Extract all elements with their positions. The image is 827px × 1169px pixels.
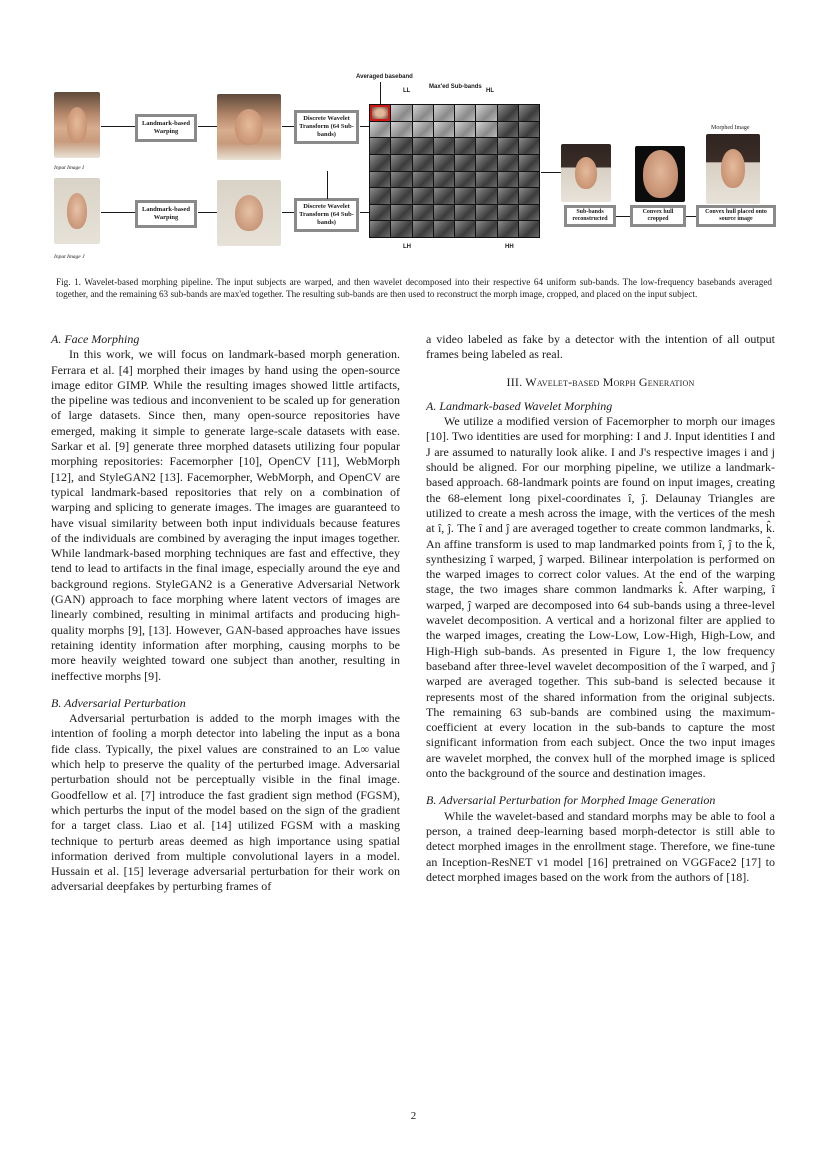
morphed-image-label: Morphed Image [711, 125, 750, 131]
warping-box-1: Landmark-based Warping [135, 114, 197, 142]
warping-box-2: Landmark-based Warping [135, 200, 197, 228]
connector [686, 216, 696, 217]
paragraph-landmark-wavelet: We utilize a modified version of Facemorpher to morph our images [10]. Two identities are used for morphing: I and J. Input identities I and J are assumed to naturally look alike. I and J's respective images i and j should be aligned. For our morphing pipeline, we utilize a landmark-based approach. 68-landmark points are found on input images, creating the 68-element long pixel-coordinates î, ĵ. Delaunay Triangles are utilized to create a mesh across the image, with the vertices of the mesh at î, ĵ. The î and ĵ are averaged together to create common landmarks, k̂. An affine transform is used to map landmarked points from î, ĵ to the k̂, synthesizing î warped, ĵ warped. Bilinear interpolation is performed on the warped images to correct color values. At the end of the warping stage, the two images share common landmarks k̂. After warping, î warped, ĵ warped are decomposed into 64 sub-bands using a three-level wavelet decomposition. A vertical and a horizonal filter are applied to the warped images, creating the Low-Low, Low-High, High-Low, and High-High sub-bands. As presented in Figure 1, the low frequency baseband after three-level wavelet decomposition of the î warped, and ĵ warped are averaged together. This sub-band is selected because it represents most of the shared information from the original subjects. The remaining 63 sub-bands are combined using the maximum-coefficient at every location in the sub-bands to capture the most significant information from each subject. Once the two input images are wavelet morphed, the convex hull of the morphed image is spliced onto the background of the source and destination images. [426, 414, 775, 781]
subband-cell [476, 205, 496, 221]
subband-cell [391, 172, 411, 188]
section-heading-landmark-wavelet: A. Landmark-based Wavelet Morphing [426, 398, 613, 413]
subband-cell [498, 155, 518, 171]
lh-label: LH [403, 244, 411, 250]
reconstructed-image [561, 144, 611, 202]
subband-cell [434, 138, 454, 154]
subband-cell [476, 122, 496, 138]
section-title-wavelet-morph: III. Wavelet-based Morph Generation [506, 374, 695, 389]
connector [282, 126, 294, 127]
subband-cell [498, 221, 518, 237]
right-column [426, 332, 775, 885]
subband-cell [455, 105, 475, 121]
subband-cell [455, 172, 475, 188]
subband-cell [498, 105, 518, 121]
subband-cell [413, 122, 433, 138]
subband-cell [519, 172, 539, 188]
connector [541, 172, 561, 173]
subband-cell [455, 188, 475, 204]
subband-grid [369, 104, 540, 238]
ll-label: LL [403, 88, 411, 94]
subband-cell [370, 188, 390, 204]
subband-cell [476, 155, 496, 171]
subband-cell [498, 188, 518, 204]
subband-cell [370, 105, 390, 121]
subband-cell [370, 205, 390, 221]
subband-cell [455, 221, 475, 237]
paragraph-face-morphing: In this work, we will focus on landmark-based morph generation. Ferrara et al. [4] morphed their images by hand using the open-source image editor GIMP. While the resulting images showed little artifacts, the pipeline was tedious and inconvenient to be scaled up for generation of large datasets. Since then, many open-source repositories have emerged, making it simple to generate large-scale datasets with ease. Sarkar et al. [9] generate three morphed datasets utilizing four popular morphing repositories: Facemorpher [10], OpenCV [11], WebMorph [12], and StyleGAN2 [13]. Facemorpher, WebMorph, and OpenCV are typical landmark-based repositories that rely on a combination of warping and splicing to generate images. The images are guaranteed to have visual similarity between both input individuals because features of the individuals are combined by averaging the input images together. While landmark-based morphing techniques are fast and effective, they tend to lead to artifacts in the final image, especially around the eye and background regions. StyleGAN2 is a Generative Adversarial Network (GAN) approach to face morphing where latent vectors of images are linearly combined, resulting in minimal artifacts and producing high-quality morphs [9], [13]. However, GAN-based approaches have issues retaining identity information after morphing, causing morphs to be more heavily weighted toward one subject than another, resulting in ineffective morphs [9]. [51, 347, 400, 683]
subband-cell [391, 188, 411, 204]
connector [101, 212, 135, 213]
subband-cell [455, 155, 475, 171]
subbands-reconstructed-box: Sub-bands reconstructed [564, 205, 616, 227]
subband-cell [391, 205, 411, 221]
input-image-j [54, 178, 100, 244]
pipeline-figure [50, 72, 777, 272]
connector [360, 212, 369, 213]
dwt-box-1: Discrete Wavelet Transform (64 Sub-bands) [294, 110, 359, 144]
input-image-i-label: Input Image I [54, 165, 84, 171]
subband-cell [476, 138, 496, 154]
subband-cell [476, 188, 496, 204]
subband-cell [391, 122, 411, 138]
subband-cell [413, 172, 433, 188]
section-heading-adversarial-perturbation: B. Adversarial Perturbation [51, 695, 186, 710]
paragraph-adversarial-perturbation: Adversarial perturbation is added to the morph images with the intention of fooling a morph detector into labeling the input as a bona fide class. Typically, the pixel values are constrained to an L∞ value which help to preserve the quality of the perturbed image. Adversarial perturbation should not be perceptually visible in the final image. Goodfellow et al. [7] introduce the fast gradient sign method (FGSM), which perturbs the input of the model based on the sign of the gradient for a target class. Liao et al. [14] utilized FGSM with a masking technique to perturb areas deemed as high importance using spatial information derived from multiple convolutional layers in a model. Hussain et al. [15] leverage adversarial perturbation for their work on adversarial deepfakes by perturbing frames of [51, 711, 400, 894]
warped-image-i [217, 94, 281, 160]
hl-label: HL [486, 88, 494, 94]
subband-cell [519, 188, 539, 204]
subband-cell [476, 105, 496, 121]
connector [360, 126, 369, 127]
page-number: 2 [410, 1110, 417, 1122]
subband-cell [391, 105, 411, 121]
subband-cell [476, 172, 496, 188]
subband-cell [434, 188, 454, 204]
connector [282, 212, 294, 213]
subband-cell [413, 138, 433, 154]
subband-cell [498, 172, 518, 188]
subband-cell [391, 155, 411, 171]
subband-cell [455, 122, 475, 138]
subband-cell [455, 205, 475, 221]
subband-cell [519, 205, 539, 221]
subband-cell [519, 221, 539, 237]
connector [198, 212, 217, 213]
subband-cell [413, 205, 433, 221]
convex-hull-cropped-box: Convex hull cropped [630, 205, 686, 227]
subband-cell [370, 172, 390, 188]
connector [101, 126, 135, 127]
input-image-j-label: Input Image J [54, 254, 85, 260]
connector [327, 171, 328, 199]
subband-cell [498, 205, 518, 221]
subband-cell [413, 221, 433, 237]
subband-cell [434, 105, 454, 121]
subband-cell [370, 138, 390, 154]
subband-cell [370, 221, 390, 237]
subband-cell [413, 155, 433, 171]
maxed-subbands-label: Max'ed Sub-bands [429, 84, 482, 90]
subband-cell [370, 155, 390, 171]
averaged-baseband-label: Averaged baseband [356, 74, 413, 80]
subband-cell [434, 155, 454, 171]
subband-cell [370, 122, 390, 138]
subband-cell [519, 105, 539, 121]
paragraph-continuation: a video labeled as fake by a detector with the intention of all output frames being labeled as real. [426, 332, 775, 362]
subband-cell [519, 138, 539, 154]
subband-cell [519, 122, 539, 138]
connector [198, 126, 217, 127]
subband-cell [391, 221, 411, 237]
hh-label: HH [505, 244, 514, 250]
subband-cell [413, 105, 433, 121]
morphed-image [706, 134, 760, 204]
section-heading-adversarial-morph: B. Adversarial Perturbation for Morphed Image Generation [426, 793, 716, 808]
subband-cell [413, 188, 433, 204]
left-column [51, 332, 400, 895]
section-heading-face-morphing: A. Face Morphing [51, 332, 140, 346]
paragraph-adversarial-morph: While the wavelet-based and standard morphs may be able to fool a person, a trained deep-learning based morph-detector is still able to detect morphed images in the enrollment stage. Therefore, we fine-tune an Inception-ResNET v1 model [16] pretrained on VGGFace2 [17] to detect morphed images based on the work from the authors of [18]. [426, 808, 775, 884]
subband-cell [434, 122, 454, 138]
subband-cell [498, 122, 518, 138]
dwt-box-2: Discrete Wavelet Transform (64 Sub-bands) [294, 198, 359, 232]
figure-caption: Fig. 1. Wavelet-based morphing pipeline. The input subjects are warped, and then wavelet decomposed into their respective 64 uniform sub-bands. The low-frequency basebands averaged together, and the remaining 63 sub-bands are max'ed together. The resulting sub-bands are then used to reconstruct the morph image, cropped, and placed on the input subject. [56, 277, 772, 299]
convex-hull-image [635, 146, 685, 202]
subband-cell [391, 138, 411, 154]
subband-cell [434, 205, 454, 221]
convex-hull-placed-box: Convex hull placed onto source image [696, 205, 776, 227]
input-image-i [54, 92, 100, 158]
subband-cell [455, 138, 475, 154]
baseband-pointer [380, 82, 381, 104]
connector [616, 216, 630, 217]
subband-cell [519, 155, 539, 171]
subband-cell [498, 138, 518, 154]
subband-cell [434, 221, 454, 237]
subband-cell [476, 221, 496, 237]
subband-cell [434, 172, 454, 188]
warped-image-j [217, 180, 281, 246]
